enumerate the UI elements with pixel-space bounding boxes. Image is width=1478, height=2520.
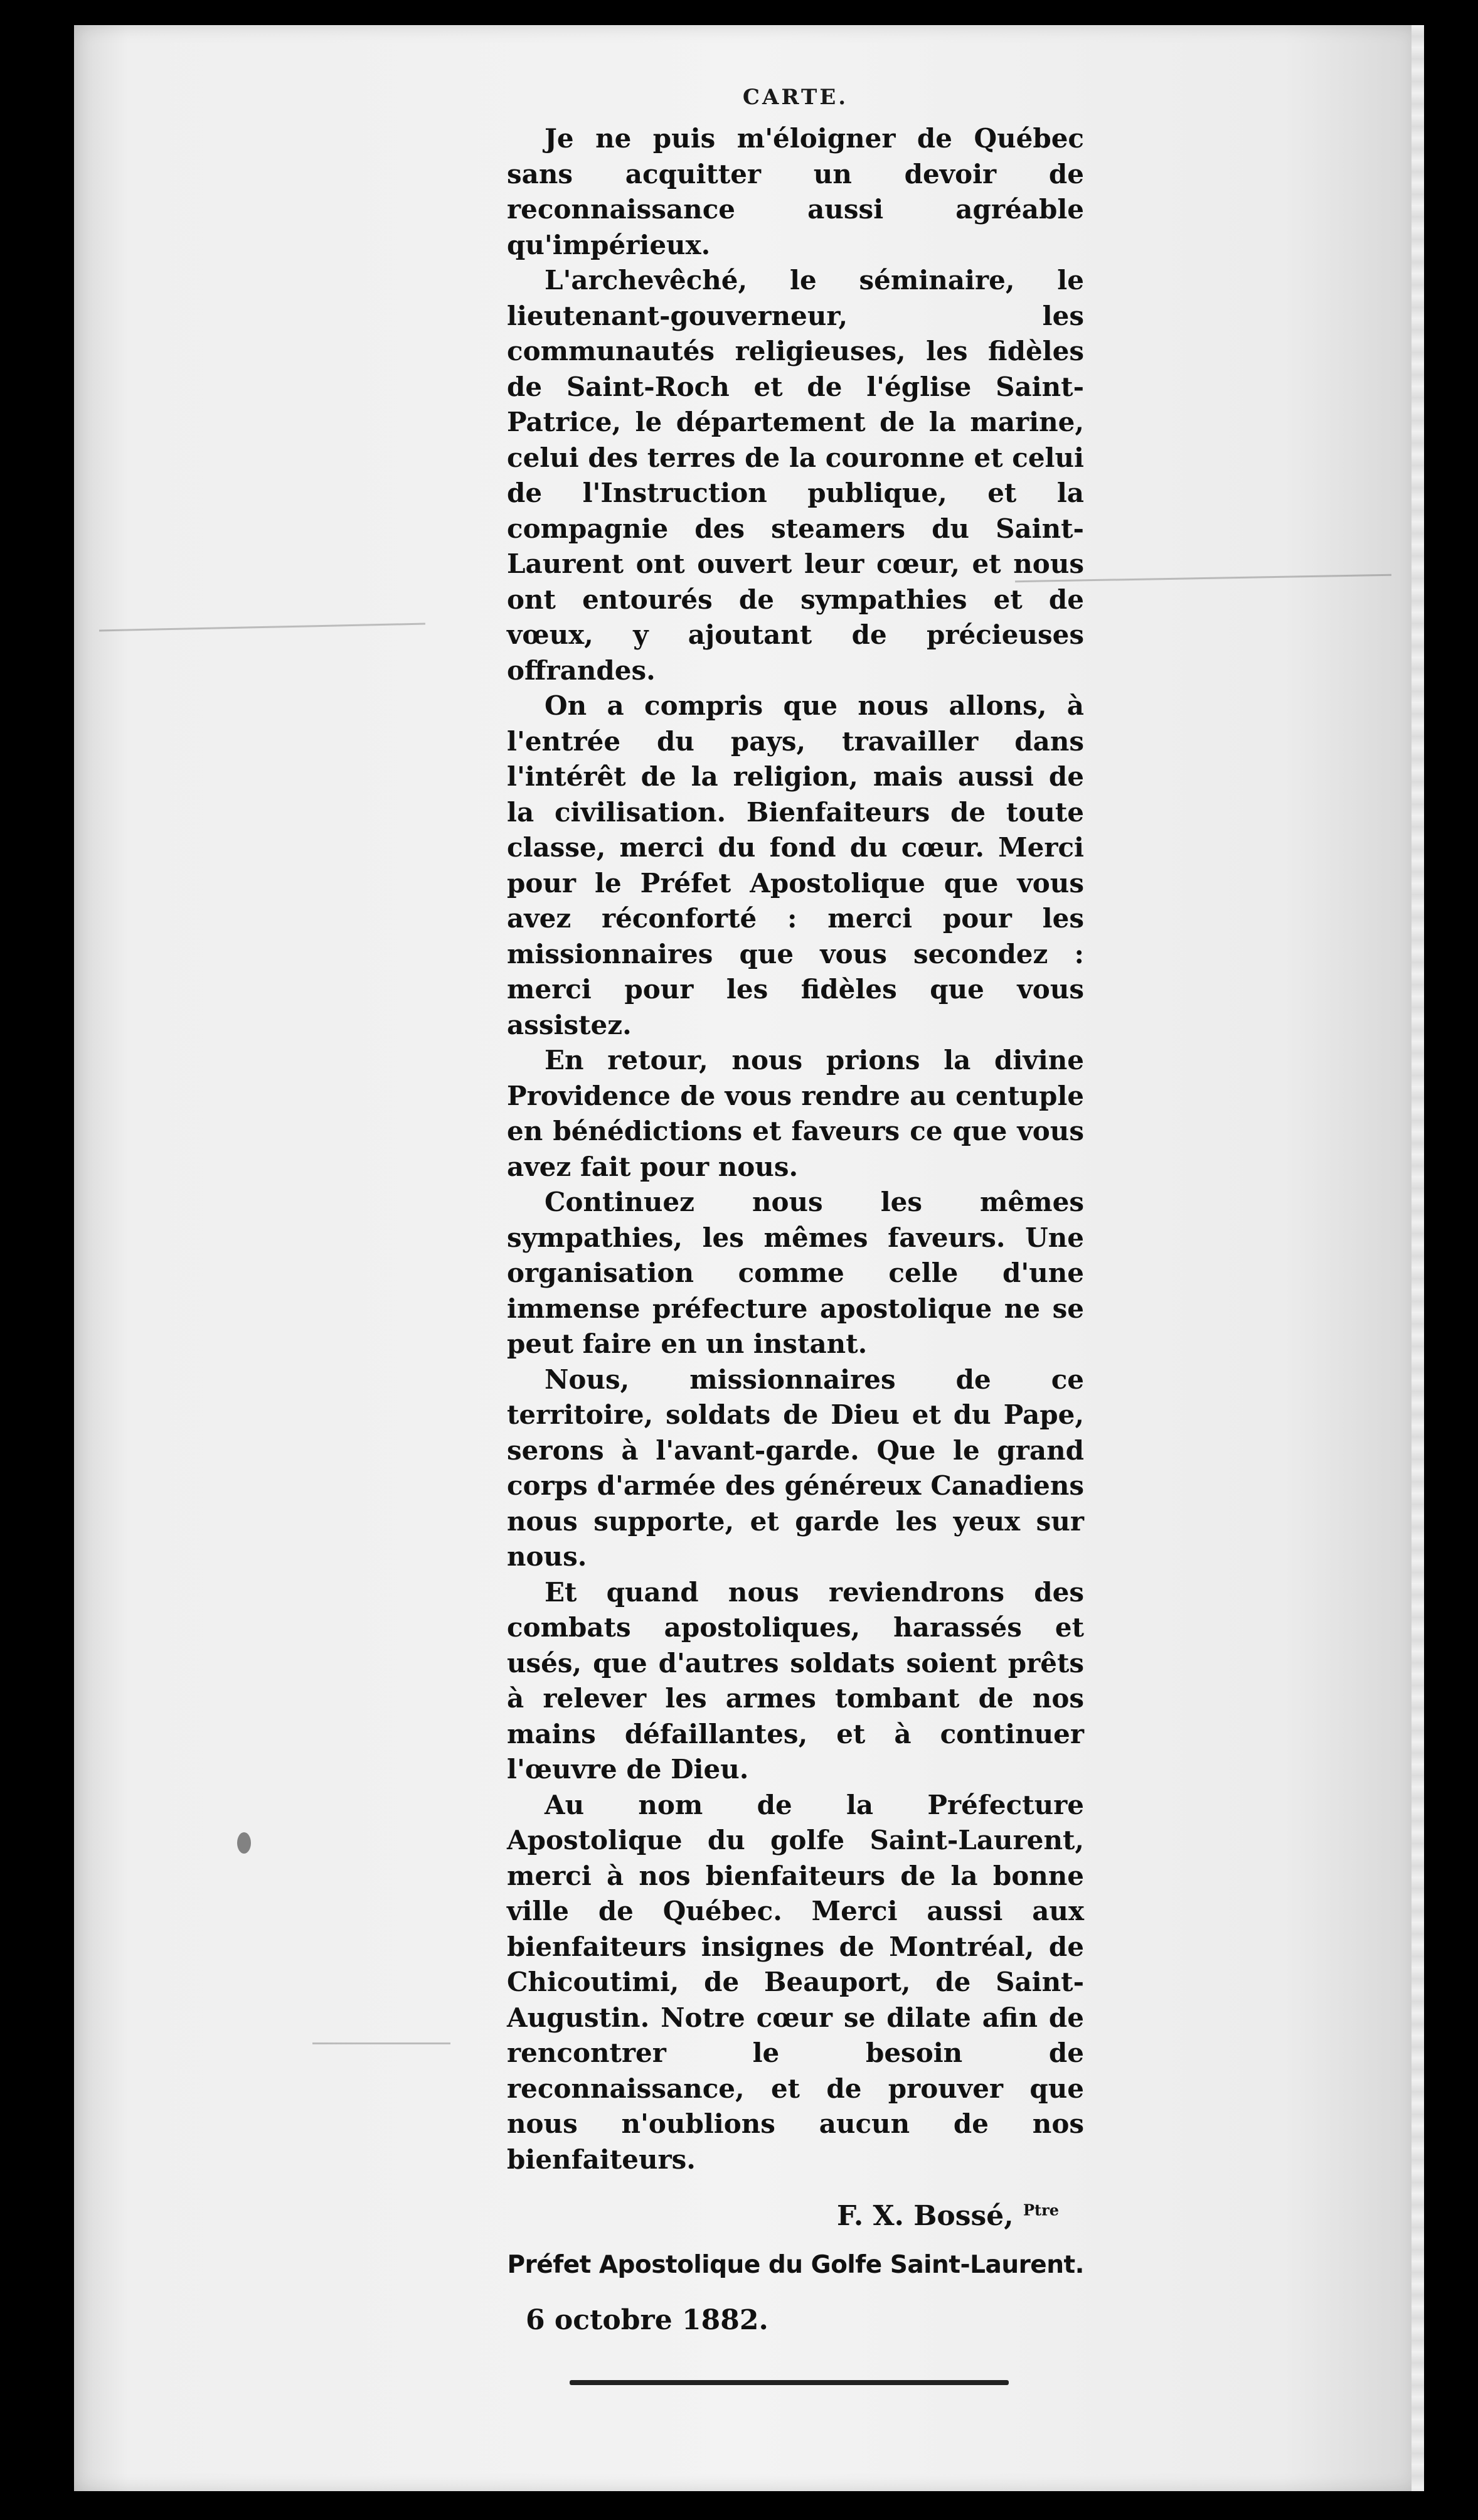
article-column <box>507 85 1084 2385</box>
paragraph: Je ne puis m'éloigner de Québec sans acquitter un devoir de reconnaissance aussi agréable qu'impérieux. <box>507 123 1084 260</box>
paragraph: Nous, missionnaires de ce territoire, soldats de Dieu et du Pape, serons à l'avant-garde. Que le grand corps d'armée des généreux Canadiens nous supporte, et garde les yeux sur nous. <box>507 1364 1084 1572</box>
signature-suffix: Ptre <box>1023 2201 1059 2219</box>
fold-crease <box>99 623 425 632</box>
paragraph: Et quand nous reviendrons des combats apostoliques, harassés et usés, que d'autres soldats soient prêts à relever les armes tombant de nos mains défaillantes, et à continuer l'œuvre de Dieu. <box>507 1576 1084 1785</box>
signature-name-text: F. X. Bossé, <box>837 2200 1014 2232</box>
ink-spot <box>237 1832 251 1854</box>
signature-title: Préfet Apostolique du Golfe Saint-Laurent. <box>507 2251 1084 2279</box>
torn-paper-edge <box>1412 25 1424 2491</box>
paragraph: En retour, nous prions la divine Providence de vous rendre au centuple en bénédictions et faveurs ce que vous avez fait pour nous. <box>507 1045 1084 1182</box>
paragraph: Au nom de la Préfecture Apostolique du golfe Saint-Laurent, merci à nos bienfaiteurs de la bonne ville de Québec. Merci aussi aux bienfaiteurs insignes de Montréal, de Chicoutimi, de Beauport, de Saint-Augustin. Notre cœur se dilate afin de rencontrer le besoin de reconnaissance, et de prouver que nous n'oublions aucun de nos bienfaiteurs. <box>507 1789 1084 2175</box>
paper-clipping <box>74 25 1418 2491</box>
paragraph: Continuez nous les mêmes sympathies, les mêmes faveurs. Une organisation comme celle d'une immense préfecture apostolique ne se peut faire en un instant. <box>507 1187 1084 1359</box>
paragraph: L'archevêché, le séminaire, le lieutenant-gouverneur, les communautés religieuses, les fidèles de Saint-Roch et de l'église Saint-Patrice, le département de la marine, celui des terres de la couronne et celui de l'Instruction publique, et la compagnie des steamers du Saint-Laurent ont ouvert leur cœur, et nous ont entourés de sympathies et de vœux, y ajoutant de précieuses offrandes. <box>507 265 1084 686</box>
article-heading: CARTE. <box>742 85 849 110</box>
fold-crease <box>312 2042 450 2044</box>
document-date: 6 octobre 1882. <box>526 2304 768 2336</box>
closing-rule <box>570 2380 1009 2385</box>
signature-name <box>507 2200 1084 2232</box>
paragraph: On a compris que nous allons, à l'entrée du pays, travailler dans l'intérêt de la religion, mais aussi de la civilisation. Bienfaiteurs de toute classe, merci du fond du cœur. Merci pour le Préfet Apostolique que vous avez réconforté : merci pour les missionnaires que vous secondez : merci pour les fidèles que vous assistez. <box>507 690 1084 1040</box>
